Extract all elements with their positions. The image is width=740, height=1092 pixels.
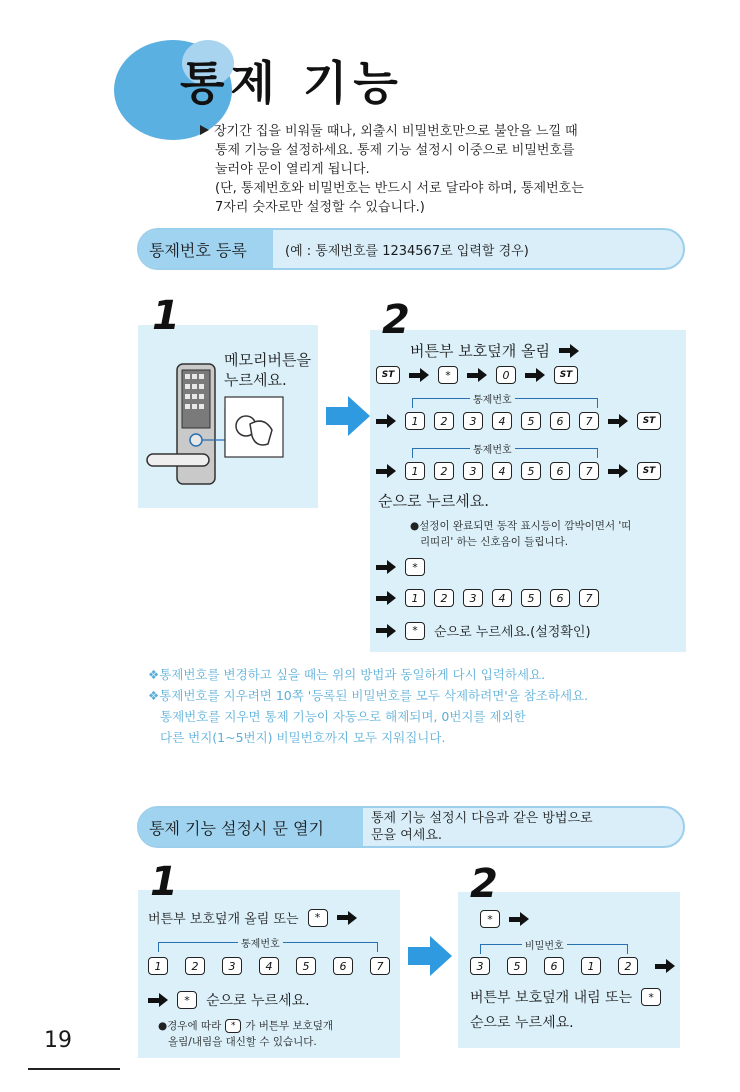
digit-key: 5 — [507, 957, 527, 975]
code-bracket-label: 비밀번호 — [522, 937, 567, 952]
instruction-line: 버튼부 보호덮개 내림 또는 — [470, 990, 633, 1006]
digit-key: 6 — [550, 589, 570, 607]
digit-key: 5 — [521, 412, 541, 430]
intro-line: 장기간 집을 비워둘 때나, 외출시 비밀번호만으로 불안을 느낄 때 — [214, 124, 578, 139]
instruction-line: 누르세요. — [224, 371, 287, 389]
open-step2-line — [470, 987, 661, 1007]
right-arrow-icon — [376, 464, 396, 478]
digit-key: 3 — [463, 412, 483, 430]
digit-key: 7 — [370, 957, 390, 975]
section-note: (예 : 통제번호를 1234567로 입력할 경우) — [285, 243, 529, 259]
step-number: 2 — [382, 297, 410, 343]
section-header-open — [137, 806, 685, 848]
right-arrow-icon — [337, 911, 357, 925]
pointer-arrow-icon — [200, 125, 209, 135]
open-password-row — [470, 957, 675, 975]
digit-key: 6 — [333, 957, 353, 975]
star-key: * — [308, 909, 328, 927]
intro-text — [200, 122, 670, 217]
order-text: 순으로 누르세요. — [470, 1015, 574, 1031]
code-entry-row — [376, 462, 661, 480]
note-line: ❖통제번호를 변경하고 싶을 때는 위의 방법과 동일하게 다시 입력하세요. — [148, 667, 546, 682]
right-arrow-icon — [376, 560, 396, 574]
right-arrow-icon — [525, 368, 545, 382]
star-key: * — [438, 366, 458, 384]
note-line: 통제번호를 지우면 통제 기능이 자동으로 해제되며, 0번지를 제외한 — [160, 709, 526, 724]
digit-key: 7 — [579, 462, 599, 480]
confirm-star-row — [376, 558, 425, 576]
next-step-arrow-icon — [408, 936, 452, 976]
finger-press-icon — [224, 396, 284, 458]
digit-key: 2 — [618, 957, 638, 975]
code-bracket-label: 통제번호 — [238, 935, 283, 950]
digit-key: 3 — [463, 462, 483, 480]
st-key: ST — [637, 462, 661, 480]
st-key: ST — [554, 366, 578, 384]
order-text: 순으로 누르세요. — [206, 993, 310, 1009]
order-text: 순으로 누르세요. — [378, 492, 489, 510]
star-key: * — [177, 991, 197, 1009]
digit-key: 1 — [148, 957, 168, 975]
digit-key: 6 — [550, 412, 570, 430]
right-arrow-icon — [409, 368, 429, 382]
instruction-line: 메모리버튼을 — [224, 351, 311, 369]
digit-key: 5 — [296, 957, 316, 975]
open-step2-star-row — [480, 910, 529, 928]
page-title: 통제 기능 — [180, 56, 404, 110]
open-step1-note: ●경우에 따라 * 가 버튼부 보호덮개 올림/내림을 대신할 수 있습니다. — [158, 1020, 334, 1048]
section-label: 통제 기능 설정시 문 열기 — [139, 808, 363, 846]
step-number: 1 — [150, 859, 178, 905]
instruction-line: 버튼부 보호덮개 올림 — [410, 342, 550, 360]
section-label: 통제번호 등록 — [139, 230, 273, 268]
digit-key: 4 — [492, 462, 512, 480]
note-line: ❖통제번호를 지우려면 10쪽 '등록된 비밀번호를 모두 삭제하려면'을 참조하세요. — [148, 688, 589, 703]
digit-key: 7 — [579, 589, 599, 607]
digit-key: 2 — [434, 412, 454, 430]
confirm-final-row — [376, 621, 591, 640]
open-code-row — [148, 957, 390, 975]
page-number-rule — [28, 1068, 120, 1070]
right-arrow-icon — [148, 993, 168, 1007]
code-entry-row — [376, 412, 661, 430]
section-note: 통제 기능 설정시 다음과 같은 방법으로 문을 여세요. — [371, 811, 593, 843]
digit-key: 4 — [492, 589, 512, 607]
digit-key: 2 — [185, 957, 205, 975]
open-step1-line — [148, 908, 357, 927]
right-arrow-icon — [376, 591, 396, 605]
right-arrow-icon — [655, 959, 675, 973]
step-number: 1 — [152, 293, 180, 339]
right-arrow-icon — [608, 414, 628, 428]
right-arrow-icon — [467, 368, 487, 382]
next-step-arrow-icon — [326, 396, 370, 436]
right-arrow-icon — [376, 414, 396, 428]
star-key: * — [225, 1019, 241, 1033]
page-number: 19 — [44, 1028, 72, 1053]
completion-note: ●설정이 완료되면 동작 표시등이 깜박이면서 '띠 리띠리' 하는 신호음이 들립니다. — [410, 520, 632, 548]
code-bracket-label: 통제번호 — [470, 441, 515, 456]
intro-line: (단, 통제번호와 비밀번호는 반드시 서로 달라야 하며, 통제번호는 — [215, 181, 584, 196]
intro-line: 7자리 숫자로만 설정할 수 있습니다.) — [215, 200, 425, 215]
confirm-text: 순으로 누르세요.(설정확인) — [434, 625, 591, 640]
digit-key: 3 — [470, 957, 490, 975]
digit-key: 4 — [492, 412, 512, 430]
zero-key: 0 — [496, 366, 516, 384]
right-arrow-icon — [608, 464, 628, 478]
confirm-code-row — [376, 589, 599, 607]
section-header-register — [137, 228, 685, 270]
digit-key: 1 — [405, 589, 425, 607]
right-arrow-icon — [509, 912, 529, 926]
digit-key: 1 — [581, 957, 601, 975]
digit-key: 7 — [579, 412, 599, 430]
notes-block — [148, 664, 688, 748]
digit-key: 6 — [544, 957, 564, 975]
right-arrow-icon — [559, 344, 579, 358]
digit-key: 6 — [550, 462, 570, 480]
digit-key: 4 — [259, 957, 279, 975]
step-number: 2 — [470, 861, 498, 907]
instruction-line: 버튼부 보호덮개 올림 또는 — [148, 912, 299, 927]
star-key: * — [480, 910, 500, 928]
intro-line: 눌러야 문이 열리게 됩니다. — [215, 162, 370, 177]
digit-key: 2 — [434, 462, 454, 480]
star-key: * — [405, 558, 425, 576]
key-sequence-enter — [376, 366, 578, 384]
st-key: ST — [637, 412, 661, 430]
code-bracket-label: 통제번호 — [470, 391, 515, 406]
star-key: * — [405, 622, 425, 640]
digit-key: 2 — [434, 589, 454, 607]
digit-key: 1 — [405, 412, 425, 430]
star-key: * — [641, 988, 661, 1006]
open-step1-order — [148, 990, 310, 1010]
digit-key: 3 — [222, 957, 242, 975]
st-key: ST — [376, 366, 400, 384]
note-line: 다른 번지(1~5번지) 비밀번호까지 모두 지워집니다. — [160, 730, 446, 745]
digit-key: 3 — [463, 589, 483, 607]
digit-key: 5 — [521, 462, 541, 480]
step2-line-cover — [410, 340, 579, 361]
intro-line: 통제 기능을 설정하세요. 통제 기능 설정시 이중으로 비밀번호를 — [215, 143, 575, 158]
right-arrow-icon — [376, 624, 396, 638]
digit-key: 1 — [405, 462, 425, 480]
digit-key: 5 — [521, 589, 541, 607]
